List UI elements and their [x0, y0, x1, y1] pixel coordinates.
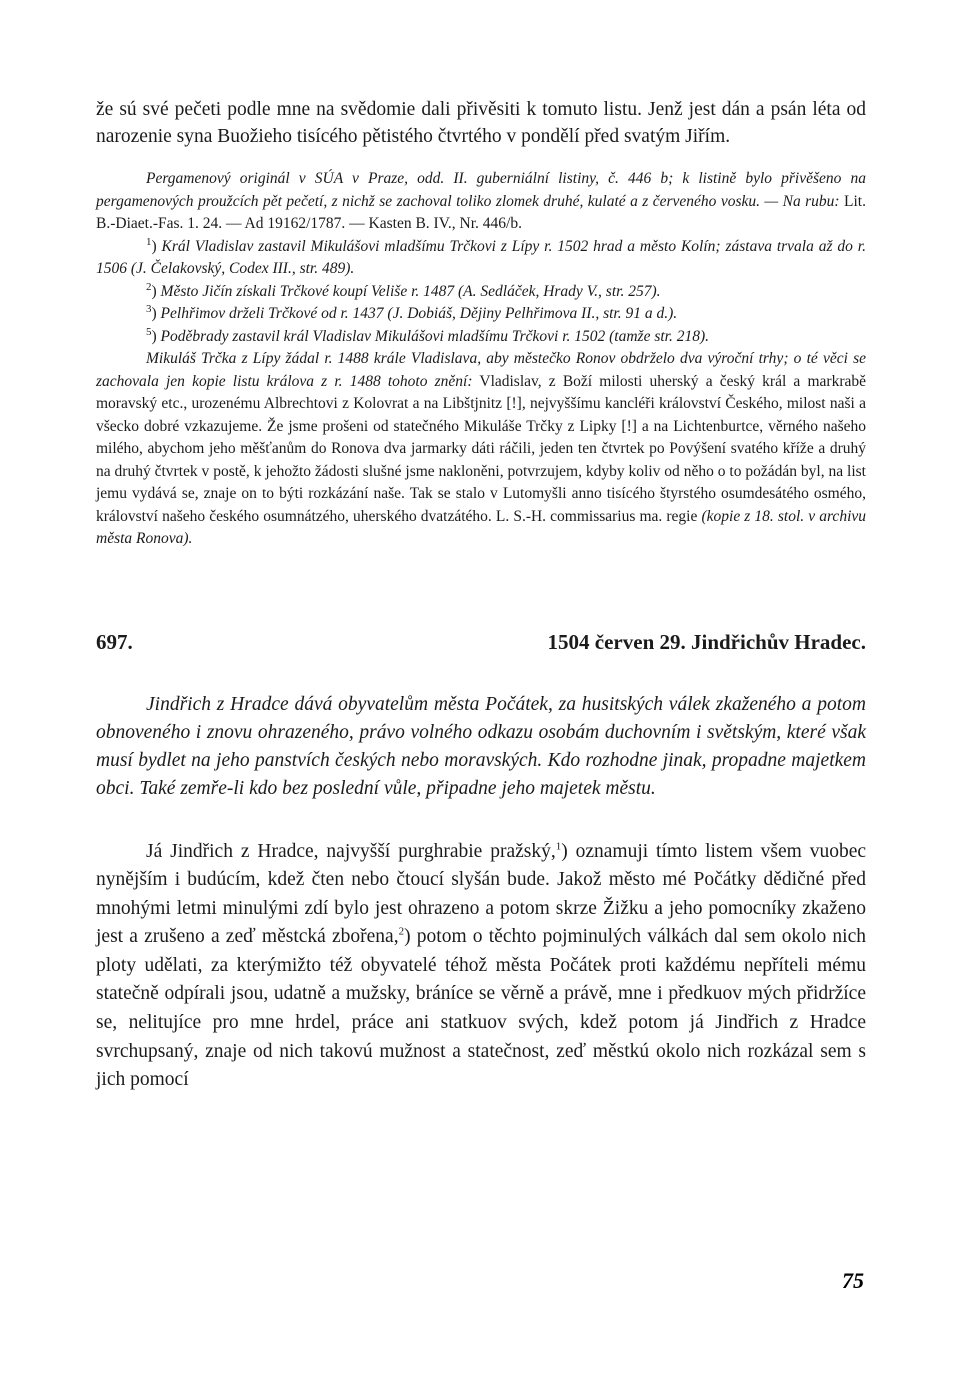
document-page [96, 96, 866, 1114]
notes-block [96, 168, 866, 551]
source-note-roman: Lit. B.-Diaet.-Fas. 1. 24. — Ad 19162/1787. — Kasten B. IV., Nr. 446/b. [96, 192, 866, 232]
footnote-ref: 1 [555, 840, 562, 852]
footnote-2: $^2$) Město Jičín získali Trčkové koupí Veliše r. 1487 (A. Sedláček, Hrady V., str. 257). [146, 280, 661, 300]
footnote-marker: 2 [146, 280, 152, 293]
trcka-note-roman: Vladislav, z Boží milosti uherský a český král a markrabě moravský etc., urozenému Albrechtovi z Kolovrat a na Libštjnitz [!], nejvyššímu kancléři království Českého, milost naši a všecko dobré vzkazujeme. Že jsme prošeni od statečného Mikuláše Trčky z Lipky [!] a na Lichtenburtce, věrného našeho milého, abychom jeho měšťanům do Ronova dva jarmarky dáti ráčili, jeden ten čtvrtek po Povýšení svatého kříže a druhý na druhý čtvrtek v postě, k jehožto žádosti slušné jsme nakloněni, potvrzujem, kdyby koliv od něho o to požádán byl, na list jemu vydává se, znaje on to býti rozkázání naše. Tak se stalo v Lutomyšli anno tisícého štyrstého osumdesátého osmého, království našeho českého osumnátzého, uherského dvatzátého. L. S.-H. commissarius ma. regie [96, 372, 866, 525]
regest: Jindřich z Hradce dává obyvatelům města Počátek, za husitských válek zkaženého a potom obnoveného i znovu ohrazeného, právo volného odkazu osobám duchovním i světským, které však musí bydlet na jeho panstvích českých nebo moravských. Kdo rozhodne jinak, propadne majetkem obci. Také zemře-li kdo bez poslední vůle, připadne jeho majetek městu. [96, 693, 866, 799]
document-date: 1504 červen 29. Jindřichův Hradec. [547, 629, 866, 654]
page-number: 75 [842, 1268, 864, 1293]
footnote-3: $^3$) Pelhřimov drželi Trčkové od r. 1437 (J. Dobiáš, Dějiny Pelhřimova II., str. 91 a d.). [146, 302, 678, 322]
source-note [96, 168, 866, 236]
footnote-5: $^5$) Poděbrady zastavil král Vladislav Mikulášovi mladšímu Trčkovi r. 1502 (tamže str. 218). [146, 325, 710, 345]
document-number: 697. [96, 629, 133, 654]
footnote-marker: 3 [146, 302, 152, 315]
trcka-note [96, 348, 866, 551]
footnote-1: $^1$) Král Vladislav zastavil Mikulášovi mladšímu Trčkovi z Lípy r. 1502 hrad a město Kolín; zástava trvala až do r. 1506 (J. Čelakovský, Codex III., str. 489). [96, 235, 866, 277]
footnote-text: Město Jičín získali Trčkové koupí Veliše r. 1487 (A. Sedláček, Hrady V., str. 257). [160, 282, 661, 300]
footnote-ref: 2 [398, 925, 405, 938]
source-note-italic: Pergamenový originál v SÚA v Praze, odd. II. guberniální listiny, č. 446 b; k listině bylo přivěšeno na pergamenových proužcích pět pečetí, z nichž se zachoval toliko zlomek druhé, kulaté a z červeného vosku. — Na rubu: [96, 170, 866, 210]
footnote-text: Král Vladislav zastavil Mikulášovi mladšímu Trčkovi z Lípy r. 1502 hrad a město Kolín; zástava trvala až do r. 1506 (J. Čelakovský, Codex III., str. 489). [96, 237, 866, 277]
footnote-text: Pelhřimov drželi Trčkové od r. 1437 (J. Dobiáš, Dějiny Pelhřimova II., str. 91 a d.). [160, 305, 678, 322]
main-text-part: ) oznamuji tímto listem všem vuobec nynějším i budúcím, kdež čten nebo čtoucí slyšán bude. Jakož město mé Počátky dědičné před mnohými letmi minulými zdí bylo jest ohrazeno a potom skrze Žižku a jeho pomocníky zkaženo jest a zrušeno a zeď městcká zbořena, [96, 840, 867, 948]
trcka-note-source: (kopie z 18. stol. v archivu města Ronova). [96, 507, 866, 547]
main-text-part: Já Jindřich z Hradce, najvyšší purghrabie pražský, [146, 840, 556, 862]
document-heading [96, 629, 866, 655]
footnote-marker: 1 [146, 235, 152, 248]
footnote-marker: 5 [146, 325, 152, 338]
main-text [96, 838, 866, 1095]
trcka-note-italic: Mikuláš Trčka z Lípy žádal r. 1488 krále Vladislava, aby městečko Ronov obdrželo dva výroční trhy; o té věci se zachovala jen kopie listu králova z r. 1488 tohoto znění: [96, 350, 866, 390]
footnote-text: Poděbrady zastavil král Vladislav Mikulášovi mladšímu Trčkovi r. 1502 (tamže str. 218). [160, 327, 710, 345]
top-paragraph: že sú své pečeti podle mne na svědomie dali přivěsiti k tomuto listu. Jenž jest dán a psán léta od narozenie syna Buožieho tisícého pětistého čtvrtého v pondělí před svatým Jiřím. [96, 99, 866, 147]
main-text-part: ) potom o těchto pojminulých válkách dal sem okolo nich ploty udělati, za kterýmižto též obyvatelé téhož města Počátek proti každému nepříteli mému statečně odpírali jsou, udatně a mužsky, bráníce se věrně a právě, mne i předkuov mých přidržíce se, nelitujíce pro mne hrdel, práce ani statkuov svých, kdež potom já Jindřich z Hradce svrchupsaný, znaje od nich takovú mužnost a statečnost, zeď městkú okolo nich rozkázal sem s jich pomocí [96, 926, 866, 1091]
